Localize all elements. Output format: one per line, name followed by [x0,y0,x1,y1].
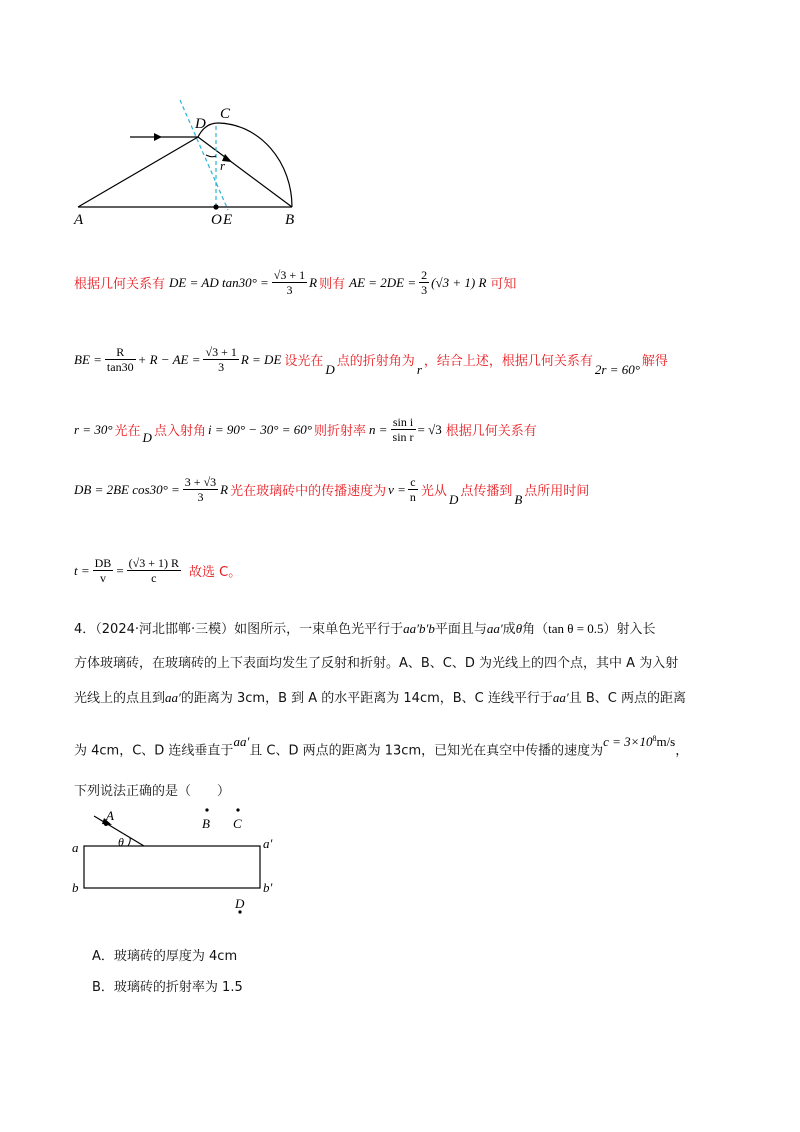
sol-text: 设光在 [284,354,324,369]
fig2-label-b: b [72,880,79,895]
fig2-label-C: C [233,816,242,831]
geometry-figure-1 [70,90,310,230]
sol-math: B [514,491,523,507]
sol-text: 根据几何关系有 [74,277,166,292]
question-4-line-4: 为 4cm，C、D 连线垂直于aa′且 C、D 两点的距离为 13cm，已知光在真空中传播的速度为$c = 3\times 10^8m/s$， [74,734,689,759]
sol-fraction: $\frac{\text{sin i}}{\text{sin r}}$ [392,415,414,444]
sol-text: 则有 [319,277,346,292]
sol-fraction: $\frac{3 + √3}{3}$ [184,475,217,504]
sol-math: R = DE [240,351,282,367]
sol-math: n = [369,421,388,437]
solution-line-1 [74,268,516,297]
sol-math: DE = AD tan30° = [169,274,269,290]
sol-answer: 故选 C。 [189,565,242,580]
label-r: r [220,158,226,173]
sol-math: AE = 2DE = [349,274,417,290]
question-4-line-2: 方体玻璃砖，在玻璃砖的上下表面均发生了反射和折射。A、B、C、D 为光线上的四个点，其中 A 为入射 [74,656,679,671]
sol-fraction: $\frac{DB}{v}$ [94,556,112,585]
label-A: A [74,212,84,228]
solution-line-4 [74,475,590,507]
solution-line-3 [74,415,537,444]
sol-math: = [116,562,124,578]
sol-math: D [142,429,152,445]
sol-math: D [325,361,335,377]
label-C: C [220,106,231,122]
option-a[interactable]: A．玻璃砖的厚度为 4cm [92,949,238,964]
sol-math: i = 90° − 30° = 60° [207,421,312,437]
sol-text: 则折射率 [313,424,366,439]
sol-math: = √3 [417,421,442,437]
sol-fraction: $\frac{2}{3}$ [421,268,428,297]
label-B: B [285,212,295,228]
sol-text: 光在 [114,424,141,439]
question-4-line-3: 光线上的点且到aa′的距离为 3cm，B 到 A 的水平距离为 14cm，B、C 连线平行于aa′且 B、C 两点的距离 [74,690,687,706]
fig2-label-a-prime: a′ [263,836,273,851]
sol-text: 光在玻璃砖中的传播速度为 [230,484,387,499]
sol-math: + R − AE = [137,351,201,367]
fig2-label-A: A [106,808,114,823]
sol-fraction: $\frac{√3 + 1}{3}$ [273,268,306,297]
sol-fraction: $\frac{√3 + 1}{3}$ [205,345,237,374]
glass-block-figure [68,800,298,920]
sol-fraction: $\frac{c}{n}$ [409,475,416,504]
sol-math: 2r = 60° [594,361,640,377]
fig2-label-a: a [72,840,79,855]
fig2-label-b-prime: b′ [263,880,273,895]
sol-math: DB = 2BE cos30° = [74,481,180,497]
sol-math: R [220,481,229,497]
fig2-label-theta: θ [118,835,124,849]
label-O: O [211,212,222,228]
sol-math: r [416,361,422,377]
label-D: D [195,116,206,132]
sol-math: R [309,274,318,290]
solution-line-5 [74,556,241,585]
sol-text: 点的折射角为 [336,354,415,369]
fig2-label-D: D [235,896,245,911]
sol-text: 点入射角 [153,424,206,439]
sol-math: D [448,491,459,507]
sol-text: 解得 [641,354,668,369]
option-b[interactable]: B．玻璃砖的折射率为 1.5 [92,980,243,995]
sol-text: 光从 [420,484,447,499]
solution-line-2 [74,345,668,377]
sol-fraction: $\frac{R}{\tan 30}$ [106,345,134,374]
fig2-label-B: B [202,816,210,831]
sol-math: v = [388,481,406,497]
question-4-line-5: 下列说法正确的是（ ） [74,784,231,799]
sol-text: 可知 [490,277,517,292]
sol-text: 点所用时间 [524,484,590,499]
sol-math: BE = [74,351,102,367]
label-E: E [223,212,233,228]
sol-math: t = [74,562,90,578]
sol-text: 点传播到 [460,484,513,499]
sol-text: 根据几何关系有 [445,424,537,439]
sol-math: (√3 + 1) R [431,274,487,290]
sol-math: r = 30° [74,421,113,437]
question-4-line-1: 4．（2024·河北邯郸·三模）如图所示，一束单色光平行于aa′b′b平面且与aa′成θ角（tan θ = 0.5）射入长 [74,621,656,637]
sol-fraction: $\frac{(√3 + 1) R}{c}$ [128,556,180,585]
sol-text: ，结合上述，根据几何关系有 [423,354,593,369]
